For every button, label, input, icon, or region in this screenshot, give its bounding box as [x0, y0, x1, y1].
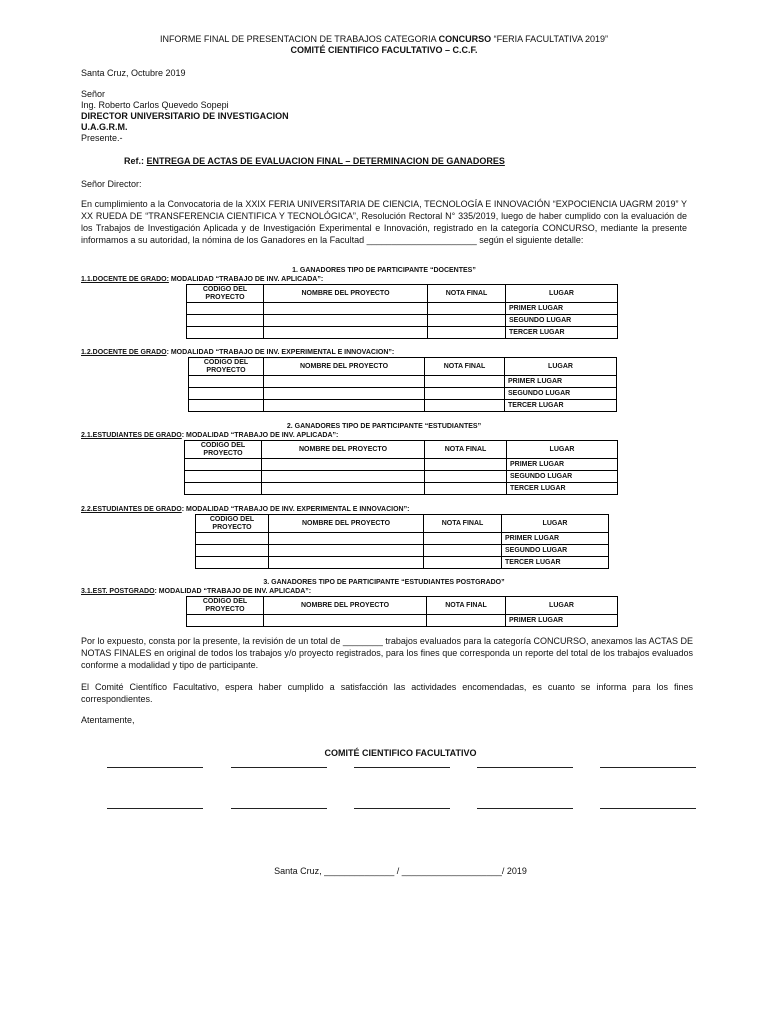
signature-line — [600, 808, 696, 809]
winners-table-2-2 — [195, 514, 609, 569]
place-second: SEGUNDO LUGAR — [506, 315, 618, 327]
title-suffix: “FERIA FACULTATIVA 2019” — [491, 34, 609, 44]
table-row — [189, 388, 617, 400]
column-header-grade: NOTA FINAL — [425, 358, 505, 376]
place-first: PRIMER LUGAR — [502, 533, 609, 545]
place-third: TERCER LUGAR — [505, 400, 617, 412]
place-first: PRIMER LUGAR — [506, 615, 618, 627]
table-row — [185, 459, 618, 471]
section-2-2-heading — [81, 505, 409, 514]
place-second: SEGUNDO LUGAR — [507, 471, 618, 483]
section-1-1-label: 1.1.DOCENTE DE GRADO: — [81, 276, 169, 283]
winners-table-1-1 — [186, 284, 618, 339]
signature-line — [477, 767, 573, 768]
section-1-2-label: 1.2.DOCENTE DE GRADO — [81, 349, 167, 356]
column-header-place: LUGAR — [505, 358, 617, 376]
table-row — [187, 315, 618, 327]
section-3-1-text: : MODALIDAD “TRABAJO DE INV. APLICADA”: — [154, 588, 312, 595]
title-prefix: INFORME FINAL DE PRESENTACION DE TRABAJOS CATEGORIA — [159, 34, 439, 44]
place-third: TERCER LUGAR — [507, 483, 618, 495]
column-header-name: NOMBRE DEL PROYECTO — [264, 597, 427, 615]
date-line: Santa Cruz, Octubre 2019 — [81, 68, 186, 78]
signature-line — [354, 767, 450, 768]
section-1-2-text: : MODALIDAD “TRABAJO DE INV. EXPERIMENTAL E INNOVACION”: — [166, 349, 395, 356]
footer-date-line: Santa Cruz, ______________ / ____________________/ 2019 — [274, 866, 527, 876]
reference-line — [124, 155, 505, 167]
column-header-name: NOMBRE DEL PROYECTO — [264, 358, 425, 376]
signature-line — [354, 808, 450, 809]
table-row — [187, 327, 618, 339]
place-first: PRIMER LUGAR — [505, 376, 617, 388]
column-header-place: LUGAR — [502, 515, 609, 533]
column-header-place: LUGAR — [506, 285, 618, 303]
column-header-grade: NOTA FINAL — [428, 285, 506, 303]
section-1-1-heading — [81, 275, 323, 284]
section-2-1-text: : MODALIDAD “TRABAJO DE INV. APLICADA”: — [181, 432, 339, 439]
column-header-name: NOMBRE DEL PROYECTO — [269, 515, 424, 533]
section-3-title: 3. GANADORES TIPO DE PARTICIPANTE “ESTUDIANTES POSTGRADO” — [263, 579, 505, 586]
table-row — [189, 400, 617, 412]
signature-line — [107, 808, 203, 809]
winners-table-1-2 — [188, 357, 617, 412]
column-header-code: CODIGO DEL PROYECTO — [185, 441, 262, 459]
winners-table-3-1 — [186, 596, 618, 627]
table-row — [196, 557, 609, 569]
place-first: PRIMER LUGAR — [507, 459, 618, 471]
sign-off: Atentamente, — [81, 715, 135, 725]
section-2-2-text: : MODALIDAD “TRABAJO DE INV. EXPERIMENTAL E INNOVACION”: — [181, 506, 410, 513]
place-second: SEGUNDO LUGAR — [505, 388, 617, 400]
column-header-place: LUGAR — [507, 441, 618, 459]
table-row — [196, 545, 609, 557]
signature-line — [600, 767, 696, 768]
table-header-row — [189, 358, 617, 376]
addressee-presente: Presente.- — [81, 133, 123, 143]
winners-table-2-1 — [184, 440, 618, 495]
section-1-2-heading — [81, 348, 394, 357]
intro-paragraph: En cumplimiento a la Convocatoria de la XXIX FERIA UNIVERSITARIA DE CIENCIA, TECNOLOGÍA E INNOVACIÓN “EXPOCIENCIA UAGRM 2019” Y XX RUEDA DE “TRANSFERENCIA CIENTIFICA Y TECNOLÓGICA”, Resolución Rectoral N° 335/2019, luego de haber cumplido con la evaluación de los Trabajos de Investigación Aplicada y de Investigación Experimental e Innovación, registrado en la categoría CONCURSO, mediante la presente informamos a su autoridad, la nómina de los Ganadores en la Facultad ______________________ según el siguiente detalle: — [81, 199, 687, 245]
section-3-1-heading — [81, 587, 311, 596]
table-header-row — [185, 441, 618, 459]
committee-signature-title: COMITÉ CIENTIFICO FACULTATIVO — [324, 748, 477, 758]
column-header-code: CODIGO DEL PROYECTO — [196, 515, 269, 533]
section-2-1-label: 2.1.ESTUDIANTES DE GRADO — [81, 432, 182, 439]
table-header-row — [187, 597, 618, 615]
table-row — [189, 376, 617, 388]
title-category: CONCURSO — [438, 34, 492, 44]
column-header-grade: NOTA FINAL — [427, 597, 506, 615]
column-header-place: LUGAR — [506, 597, 618, 615]
table-row — [185, 483, 618, 495]
addressee-title: DIRECTOR UNIVERSITARIO DE INVESTIGACION — [81, 111, 289, 121]
section-3-1-label: 3.1.EST. POSTGRADO — [81, 588, 155, 595]
reference-label: Ref.: — [124, 156, 144, 166]
column-header-grade: NOTA FINAL — [424, 515, 502, 533]
addressee-name: Ing. Roberto Carlos Quevedo Sopepi — [81, 100, 229, 110]
section-2-1-heading — [81, 431, 338, 440]
section-2-2-label: 2.2.ESTUDIANTES DE GRADO — [81, 506, 182, 513]
place-third: TERCER LUGAR — [506, 327, 618, 339]
table-row — [185, 471, 618, 483]
signature-line — [477, 808, 573, 809]
table-header-row — [196, 515, 609, 533]
reference-text: ENTREGA DE ACTAS DE EVALUACION FINAL – DETERMINACION DE GANADORES — [146, 156, 505, 166]
section-1-title: 1. GANADORES TIPO DE PARTICIPANTE “DOCENTES” — [292, 267, 476, 274]
column-header-name: NOMBRE DEL PROYECTO — [262, 441, 425, 459]
column-header-code: CODIGO DEL PROYECTO — [189, 358, 264, 376]
addressee-salutation: Señor — [81, 89, 106, 99]
place-third: TERCER LUGAR — [502, 557, 609, 569]
place-first: PRIMER LUGAR — [506, 303, 618, 315]
committee-header: COMITÉ CIENTIFICO FACULTATIVO – C.C.F. — [290, 45, 478, 55]
column-header-grade: NOTA FINAL — [425, 441, 507, 459]
signature-line — [231, 808, 327, 809]
addressee-institution: U.A.G.R.M. — [81, 122, 128, 132]
table-row — [196, 533, 609, 545]
closing-paragraph-2: El Comité Científico Facultativo, espera haber cumplido a satisfacción las actividades encomendadas, es cuanto se informa para los fines correspondientes. — [81, 682, 693, 704]
column-header-name: NOMBRE DEL PROYECTO — [264, 285, 428, 303]
place-second: SEGUNDO LUGAR — [502, 545, 609, 557]
column-header-code: CODIGO DEL PROYECTO — [187, 597, 264, 615]
table-row — [187, 615, 618, 627]
column-header-code: CODIGO DEL PROYECTO — [187, 285, 264, 303]
table-row — [187, 303, 618, 315]
signature-line — [231, 767, 327, 768]
greeting: Señor Director: — [81, 179, 142, 189]
section-2-title: 2. GANADORES TIPO DE PARTICIPANTE “ESTUDIANTES” — [286, 423, 482, 430]
section-1-1-text: MODALIDAD “TRABAJO DE INV. APLICADA”: — [168, 276, 324, 283]
table-header-row — [187, 285, 618, 303]
closing-paragraph-1: Por lo expuesto, consta por la presente, la revisión de un total de ________ trabajos evaluados para la categoría CONCURSO, anexamos las ACTAS DE NOTAS FINALES en original de todos los trabajos y/o proyecto registrados, para los fines que corresponda un reporte del total de los trabajos evaluados conforme a modalidad y tipo de participante. — [81, 636, 693, 670]
signature-line — [107, 767, 203, 768]
